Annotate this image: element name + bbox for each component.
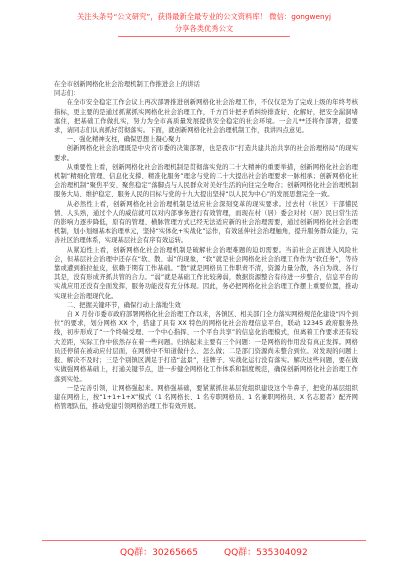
section-heading: 二、把握关键环节，确保行动上落地生效 [66,301,181,309]
document-salutation: 同志们： [54,90,80,98]
promo-banner-line-1: 关注头条号“公文研究”，获得最新全最专业的公文资料库！ 微信：gongwenyj [77,12,331,21]
qq-number: QQ群：30265665 [120,548,198,558]
section-heading: 一、强化精神支柱，确保思想上凝心聚力 [66,136,181,144]
banner-divider [118,36,290,37]
document-title: 在全市创新网格化社会治理机制工作推进会上的讲话 [54,81,200,88]
document-paragraph: 在全市安全稳定工作会议上再次部署推进创新网格化社会治理工作，不仅仅是为了完成上级的年终考核指标，更主要的是通过抓紧抓实网格化社会治理工作，千方百计把矛盾纠纷排查好、化解好，把安全漏洞堵塞住，把基础工作做扎实，努力为全市高质量发展提供安全稳定的社会环境。一会儿**还将作部署，提要求，请同志们认真抓好贯彻落实。下面，就创新网格化社会治理机制工作，我讲四点意见。 [54,99,358,135]
footer-divider [42,540,366,541]
document-body [54,80,358,526]
promo-banner-line-2: 分享各类优秀公文 [174,24,234,33]
qq-group-number: QQ群：535304092 [224,548,308,558]
document-paragraph: 一是完善引领，让网格强起来。网格强基础，要紧紧抓住基层党组织建设这个牛鼻子，把党的基层组织建在网格上，按“1+1+1+X”模式（1 名网格长、1 名专职网格员、1 名兼职网格员、X 名志愿者）配齐网格管理队伍，推动党建引领网格治理工作有效开展。 [54,384,358,411]
footer-contact [0,540,408,564]
document-paragraph: 自 X 月份市委市政府部署网格化社会治理工作以来，各镇区、相关部门全力落实网格规范化建设“四个到位”的要求，划分网格 XX 个，搭建了具有 XX 特色的网格化社会治理信息平台，联动 12345 政府服务热线，初步形成了“一个终端受理、一个中心指挥、一个平台共享”的信息化治理模式，但离着工作要求还有较大差距，实际工作中依然存在着一些问题。归纳起来主要有三个问题：一是网格的作用没有真正发挥。网格员还停留在被动应付层面，在网格中不知道做什么、怎么做；二是部门资源尚未整合到位。对发现的问题上报、解决不及时；三是个别镇区满足于打造“盆景”，挂牌子、实战化运行没有落实。解决这些问题，要在做实做强网格基础上，打通关键节点，进一步健全网格化工作体系和制度规范，确保创新网格化社会治理工作落到实处。 [54,311,358,383]
document-paragraph: 从必然性上看，创新网格化社会治理机制是适应社会深刻变革的现实要求。过去村（社区）干部懂民情、人头熟，通过个人的威信就可以对内部事务进行有效管理，而现在村（居）委会对村（居）民日常生活的影响力逐步降低，原有的管理、横脉管理方式已经无法适应新的社会治理需要，通过创新网格化社会治理机制，划小划细基本治理单元，坚持“实体化+实战化”运作，有效延伸社会治理触角，提升服务群众能力，完善社区治理体系，实现基层社会有序有效运转。 [54,200,358,245]
document-paragraph: 从重要性上看，创新网格化社会治理机制是贯彻落实党的二十大精神的重要举措，创新网格化社会治理机制“精细化管理、信息化支撑、精准化服务”理念与党的二十大提出社会治理要求一脉相承；创新网格化社会治理机制“聚焦平安、聚焦稳定”落脚点与人民群众对美好生活的向往完全吻合；创新网格化社会治理机制服务大局、维护稳定、服务人民的目标与党的十九大提出坚持“以人民为中心”的发展思想完全一致。 [54,163,358,199]
document-paragraph: 创新网格化社会治理既是中央省市委的决策部署，也是我市“打造共建共治共享的社会治理格局”的现实要求。 [54,145,358,162]
promo-banner [0,0,408,48]
document-paragraph: 从紧迫性上看，创新网格化社会治理机制是破解社会治理难题的迫切需要。当前社会正面进入风险社会，但基层社会治理中还存在“软、散、弱”的现象，“软”就是社会网格化社会治理工作作为“软任务”，等待靠或遭到推拉扯皮，依赖于期有工作基础。“散”就是网格员工作职责不清，资源力量分散，各自为战、各行其是，没有形成齐抓共管的合力。“弱”就是基础工作比较薄弱，数据资源整合有待进一步整合，信息平台的实战应用还没有全面发挥，服务功能没有充分体现。因此，务必把网格化社会治理工作摆上重要位置，推动实现社会治理现代化。 [54,246,358,300]
